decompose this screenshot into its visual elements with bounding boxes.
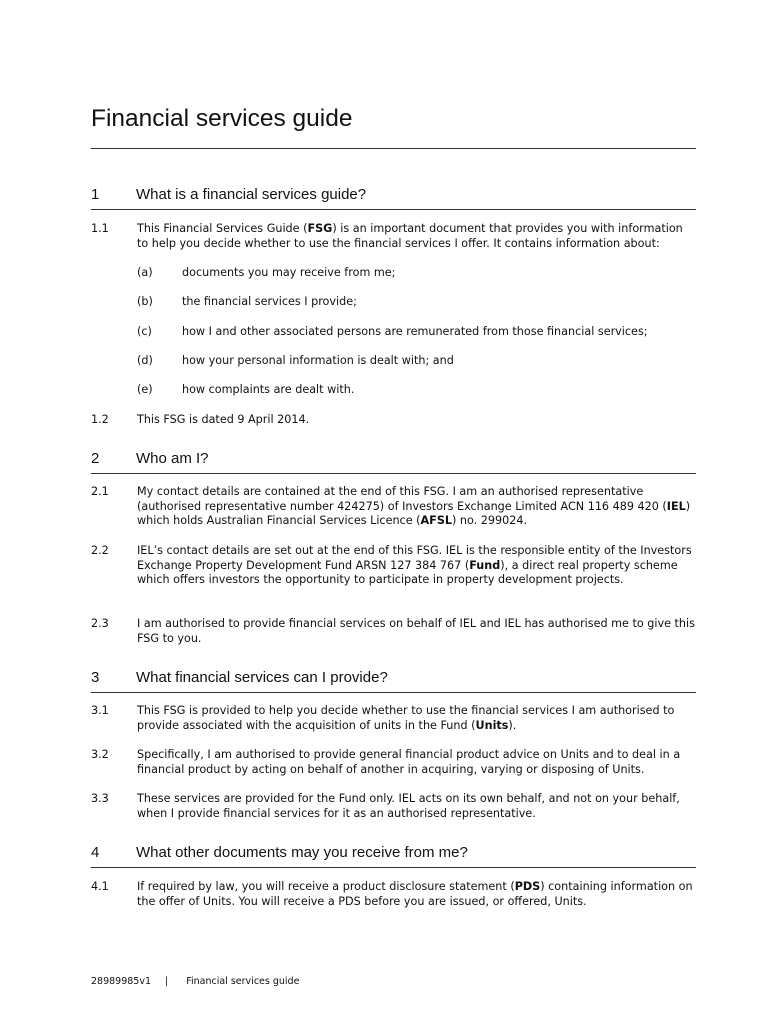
list-item-text: how your personal information is dealt with; and — [182, 354, 454, 367]
paragraph-2-2 — [91, 544, 696, 588]
paragraph-number: 3.2 — [91, 748, 109, 761]
paragraph-1-2 — [91, 413, 696, 428]
paragraph-text: This Financial Services Guide (FSG) is an important document that provides you with information to help you decide whether to use the financial services I offer. It contains information about: — [137, 222, 683, 250]
defined-term: PDS — [514, 880, 541, 893]
paragraph-number: 2.3 — [91, 617, 109, 630]
list-item-text: how complaints are dealt with. — [182, 383, 355, 396]
paragraph-text: I am authorised to provide financial services on behalf of IEL and IEL has authorised me to give this FSG to you. — [137, 617, 695, 645]
footer-document-id: 28989985v1 — [91, 976, 152, 987]
defined-term: IEL — [666, 499, 686, 513]
paragraph-text: My contact details are contained at the end of this FSG. I am an authorised representative (authorised representative number 424275) of Investors Exchange Limited ACN 116 489 420 (IEL) which holds Australian Financial Services Licence (AFSL) no. 299024. — [137, 485, 691, 528]
list-item-text: documents you may receive from me; — [182, 266, 396, 279]
list-item-label: (a) — [137, 266, 153, 279]
section-number: 4 — [91, 844, 100, 861]
paragraph-text: These services are provided for the Fund only. IEL acts on its own behalf, and not on your behalf, when I provide financial services for it as an authorised representative. — [137, 792, 680, 820]
paragraph-number: 2.1 — [91, 485, 109, 498]
list-item-label: (d) — [137, 354, 153, 367]
paragraph-number: 4.1 — [91, 880, 109, 893]
paragraph-2-3 — [91, 617, 696, 646]
section-title: What other documents may you receive from me? — [136, 844, 468, 861]
paragraph-number: 3.1 — [91, 704, 109, 717]
paragraph-text: IEL’s contact details are set out at the end of this FSG. IEL is the responsible entity of the Investors Exchange Property Development Fund ARSN 127 384 767 (Fund), a direct real property scheme which offers investors the opportunity to participate in property development projects. — [137, 544, 692, 587]
paragraph-number: 3.3 — [91, 792, 109, 805]
section-title: Who am I? — [136, 450, 209, 467]
section-number: 3 — [91, 669, 100, 686]
paragraph-number: 1.1 — [91, 222, 109, 235]
list-item-text: the financial services I provide; — [182, 295, 357, 308]
list-item-text: how I and other associated persons are remunerated from those financial services; — [182, 325, 648, 338]
paragraph-2-1 — [91, 485, 696, 529]
paragraph-number: 2.2 — [91, 544, 109, 557]
defined-term: Units — [475, 718, 509, 732]
section-number: 2 — [91, 450, 100, 467]
paragraph-1-1 — [91, 222, 696, 251]
page-footer — [91, 976, 299, 988]
paragraph-text: Specifically, I am authorised to provide general financial product advice on Units and to deal in a financial product by acting on behalf of another in acquiring, varying or disposing of Units. — [137, 748, 681, 776]
paragraph-4-1 — [91, 880, 696, 909]
section-number: 1 — [91, 186, 100, 203]
footer-separator: | — [165, 976, 169, 987]
list-item-label: (e) — [137, 383, 153, 396]
section-heading-3 — [91, 668, 696, 693]
paragraph-3-1 — [91, 704, 696, 733]
paragraph-text: This FSG is dated 9 April 2014. — [137, 413, 310, 426]
section-heading-2 — [91, 449, 696, 474]
defined-term: AFSL — [420, 514, 453, 528]
paragraph-3-3 — [91, 792, 696, 821]
list-item-label: (b) — [137, 295, 153, 308]
paragraph-number: 1.2 — [91, 413, 109, 426]
paragraph-text: This FSG is provided to help you decide whether to use the financial services I am authorised to provide associated with the acquisition of units in the Fund (Units). — [137, 704, 675, 732]
section-title: What financial services can I provide? — [136, 669, 388, 686]
footer-document-name: Financial services guide — [186, 976, 300, 987]
section-heading-4 — [91, 843, 696, 868]
title-divider — [91, 148, 696, 149]
section-title: What is a financial services guide? — [136, 186, 367, 203]
paragraph-3-2 — [91, 748, 696, 777]
list-item-label: (c) — [137, 325, 152, 338]
paragraph-text: If required by law, you will receive a product disclosure statement (PDS) containing information on the offer of Units. You will receive a PDS before you are issued, or offered, Units. — [137, 880, 693, 908]
defined-term: Fund — [469, 558, 501, 572]
section-heading-1 — [91, 185, 696, 210]
defined-term: FSG — [307, 222, 333, 235]
page-title: Financial services guide — [91, 105, 353, 132]
